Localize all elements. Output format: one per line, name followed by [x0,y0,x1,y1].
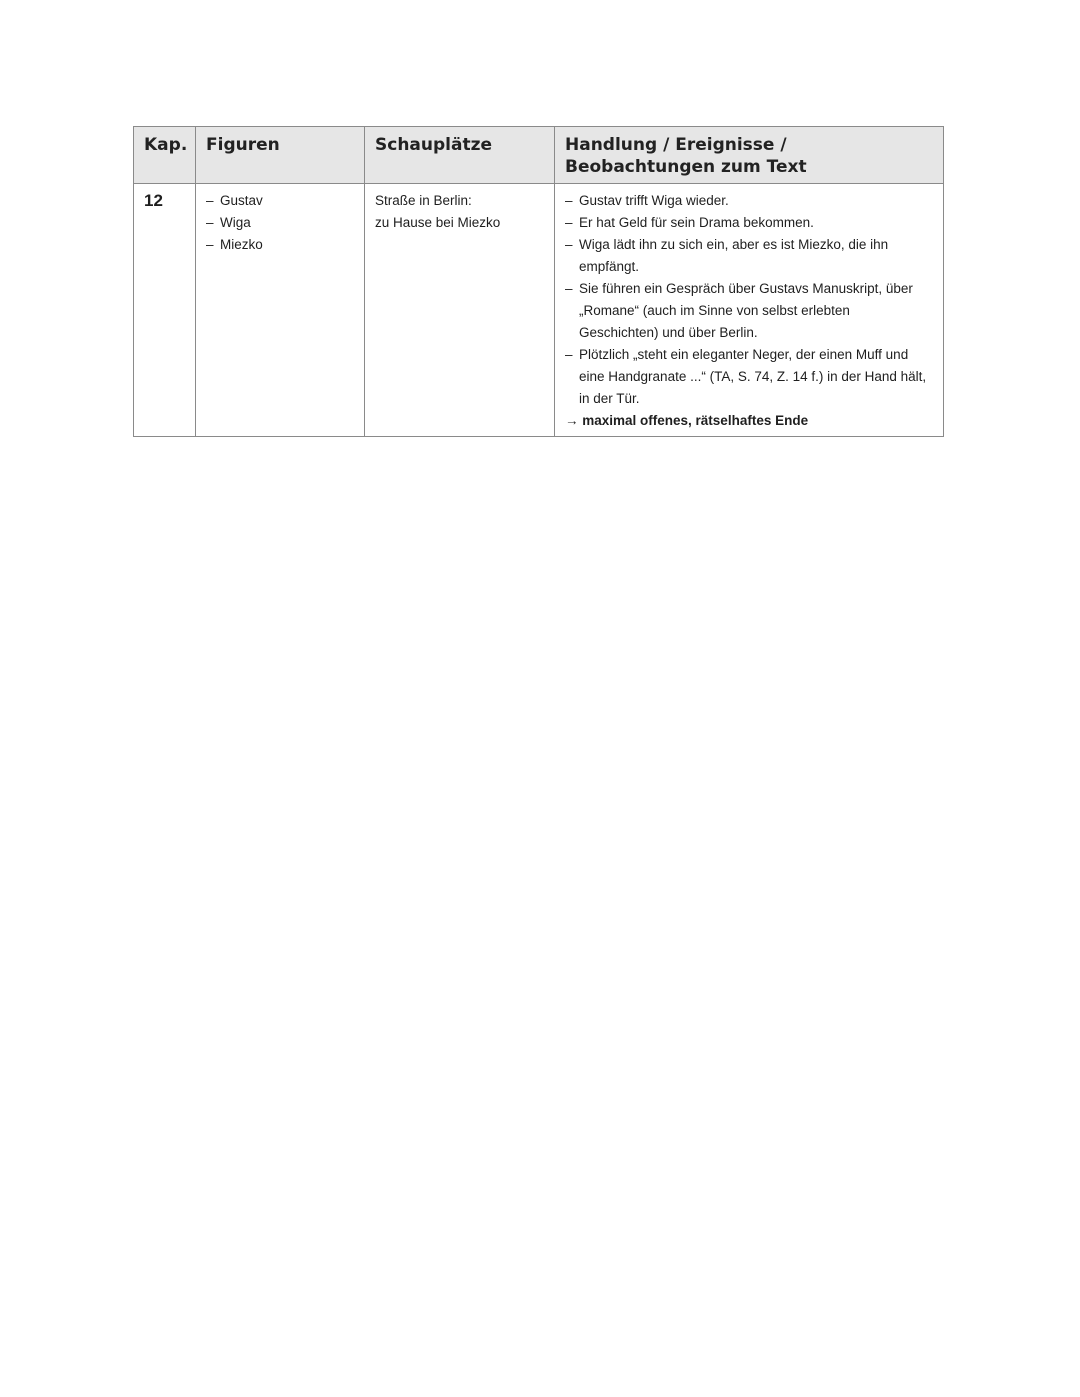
cell-schauplaetze [365,184,555,437]
cell-kap: 12 [134,184,196,437]
header-schauplaetze: Schauplätze [365,127,555,184]
list-item [206,234,354,256]
list-item [565,234,933,278]
figur-name: Wiga [220,215,251,230]
schauplatz-line: Straße in Berlin: [375,193,472,208]
handlung-text: Er hat Geld für sein Drama bekommen. [579,215,814,230]
header-handlung-line2: Beobachtungen zum Text [565,157,807,177]
table-row [134,184,944,437]
cell-figuren [196,184,365,437]
header-handlung-line1: Handlung / Ereignisse / [565,135,787,155]
header-figuren: Figuren [196,127,365,184]
list-item [565,212,933,234]
dash-bullet: – [565,347,573,362]
conclusion-text: → maximal offenes, rätselhaftes Ende [565,413,809,428]
dash-bullet: – [206,193,214,208]
handlung-text: Plötzlich „steht ein eleganter Neger, der einen Muff und eine Handgranate ...“ (TA, S. 74, Z. 14 f.) in der Hand hält, in der Tür. [579,347,927,406]
dash-bullet: – [565,281,573,296]
dash-bullet: – [565,193,573,208]
handlung-text: Gustav trifft Wiga wieder. [579,193,729,208]
handlung-text: Wiga lädt ihn zu sich ein, aber es ist Miezko, die ihn empfängt. [579,237,889,274]
header-handlung [555,127,944,184]
header-row [134,127,944,184]
table-body [134,184,944,437]
figur-name: Gustav [220,193,263,208]
table-header [134,127,944,184]
cell-handlung [555,184,944,437]
figuren-list [206,190,354,256]
chapter-table [133,126,944,437]
handlung-list [565,190,933,410]
figur-name: Miezko [220,237,263,252]
header-kap: Kap. [134,127,196,184]
dash-bullet: – [565,215,573,230]
list-item [206,190,354,212]
list-item [565,190,933,212]
dash-bullet: – [206,237,214,252]
dash-bullet: – [206,215,214,230]
handlung-text: Sie führen ein Gespräch über Gustavs Manuskript, über „Romane“ (auch im Sinne von selbst erlebten Geschichten) und über Berlin. [579,281,913,340]
list-item [206,212,354,234]
list-item [565,344,933,410]
list-item [565,278,933,344]
schauplatz-line: zu Hause bei Miezko [375,215,501,230]
dash-bullet: – [565,237,573,252]
